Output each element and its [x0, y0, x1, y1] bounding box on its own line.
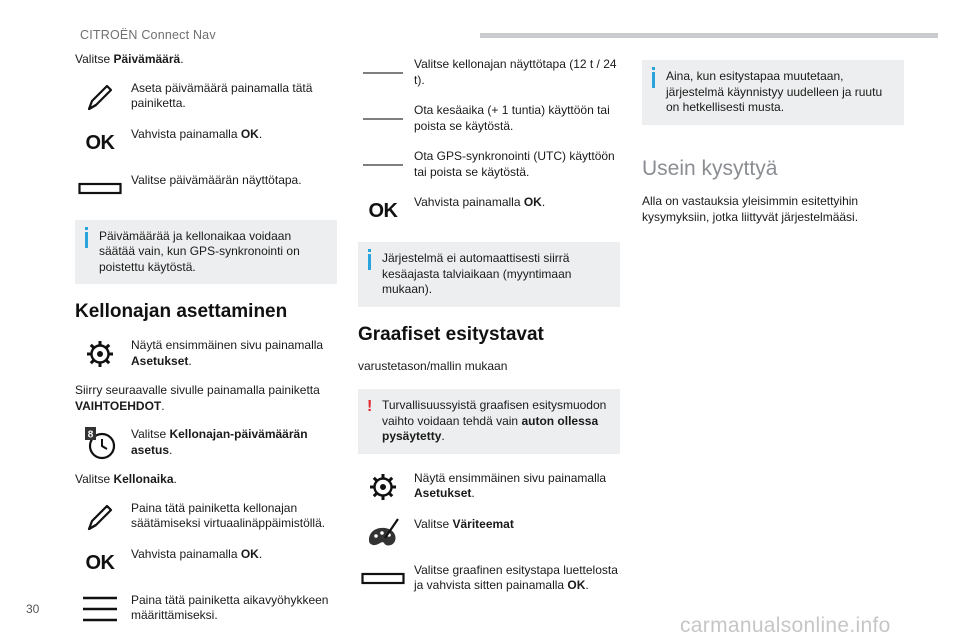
step-set-date [75, 80, 337, 114]
menu-lines-icon[interactable] [75, 592, 125, 626]
display-bar-icon[interactable] [358, 562, 408, 596]
step-confirm [358, 194, 620, 228]
gear-icon[interactable] [75, 337, 125, 371]
step-text: Paina tätä painiketta aikavyöhykkeen määrittämiseksi. [131, 592, 329, 623]
column-3 [642, 46, 904, 237]
warning-note: ! Turvallisuussyistä graafisen esitysmuodon vaihto voidaan tehdä vain auton ollessa pysäytetty. [358, 389, 620, 454]
step-text: Ota GPS-synkronointi (UTC) käyttöön tai poista se käytöstä. [414, 149, 615, 179]
info-note: Järjestelmä ei automaattisesti siirrä kesäajasta talviaikaan (myyntimaan mukaan). [358, 242, 620, 307]
page-header [0, 0, 960, 42]
info-note: Päivämäärää ja kellonaikaa voidaan säätää vain, kun GPS-synkronointi on poistettu käytöstä. [75, 220, 337, 285]
info-note: Aina, kun esitystapaa muutetaan, järjestelmä käynnistyy uudelleen ja ruutu on hetkellisesti musta. [642, 60, 904, 125]
display-bar-icon[interactable] [75, 172, 125, 206]
intro-paragraph: Valitse Päivämäärä. [75, 52, 184, 66]
warning-icon: ! [367, 398, 373, 416]
step-color-themes [358, 516, 620, 550]
step-text: Valitse Kellonajan-päivämäärän asetus. [131, 427, 308, 457]
ok-icon[interactable]: OK [85, 551, 115, 574]
options-paragraph: Siirry seuraavalle sivulle painamalla painiketta VAIHTOEHDOT. [75, 383, 320, 413]
info-icon [652, 72, 655, 88]
slider-line-icon[interactable] [358, 148, 408, 182]
section-heading-graphics: Graafiset esitystavat [358, 323, 544, 345]
step-text: Vahvista painamalla OK. [131, 126, 263, 141]
step-confirm [75, 546, 337, 580]
step-text: Ota kesäaika (+ 1 tuntia) käyttöön tai poista se käytöstä. [414, 103, 610, 133]
info-icon [85, 232, 88, 248]
step-gps-sync [358, 148, 620, 182]
step-open-settings [75, 337, 337, 371]
slider-line-icon[interactable] [358, 56, 408, 90]
step-text: Vahvista painamalla OK. [414, 195, 546, 209]
watermark-text: carmanualsonline.info [680, 614, 891, 637]
step-date-format [75, 172, 337, 206]
column-2 [358, 56, 620, 608]
clock-icon[interactable] [75, 426, 125, 460]
equipment-paragraph: varustetason/mallin mukaan [358, 359, 508, 374]
section-heading-faq: Usein kysyttyä [642, 156, 778, 180]
step-summer-time [358, 102, 620, 136]
header-title: CITROËN Connect Nav [80, 28, 216, 42]
header-bar [480, 33, 938, 38]
step-text: Vahvista painamalla OK. [131, 546, 263, 561]
gear-icon[interactable] [358, 470, 408, 504]
step-time-format [358, 56, 620, 90]
step-text: Valitse päivämäärän näyttötapa. [131, 172, 302, 187]
column-1 [75, 52, 337, 638]
faq-paragraph: Alla on vastauksia yleisimmin esitettyihin kysymyksiin, jotka liittyvät järjestelmääsi. [642, 194, 859, 224]
step-text: Aseta päivämäärä painamalla tätä painiketta. [131, 80, 313, 111]
clock-badge-label: 8 [87, 429, 94, 441]
step-text: Valitse kellonajan näyttötapa (12 t / 24 t). [414, 57, 617, 87]
pencil-icon[interactable] [75, 500, 125, 534]
step-text: Näytä ensimmäinen sivu painamalla Asetukset. [131, 338, 324, 368]
clock-paragraph: Valitse Kellonaika. [75, 472, 177, 487]
step-set-time [75, 500, 337, 534]
ok-icon[interactable]: OK [368, 200, 398, 222]
palette-icon[interactable] [358, 516, 408, 550]
pencil-icon[interactable] [75, 80, 125, 114]
step-confirm [75, 126, 337, 160]
step-time-date-settings [75, 426, 337, 460]
info-icon [368, 254, 371, 270]
step-text: Näytä ensimmäinen sivu painamalla Asetukset. [414, 470, 607, 501]
ok-icon[interactable]: OK [85, 131, 115, 154]
step-time-zone [75, 592, 337, 626]
step-open-settings [358, 470, 620, 504]
section-heading-time: Kellonajan asettaminen [75, 301, 288, 323]
step-choose-theme [358, 562, 620, 596]
step-text: Paina tätä painiketta kellonajan säätämiseksi virtuaalinäppäimistöllä. [131, 500, 326, 531]
step-text: Valitse Väriteemat [414, 516, 514, 531]
step-text: Valitse graafinen esitystapa luettelosta ja vahvista sitten painamalla OK. [414, 562, 618, 593]
slider-line-icon[interactable] [358, 102, 408, 136]
page-number: 30 [26, 602, 40, 616]
